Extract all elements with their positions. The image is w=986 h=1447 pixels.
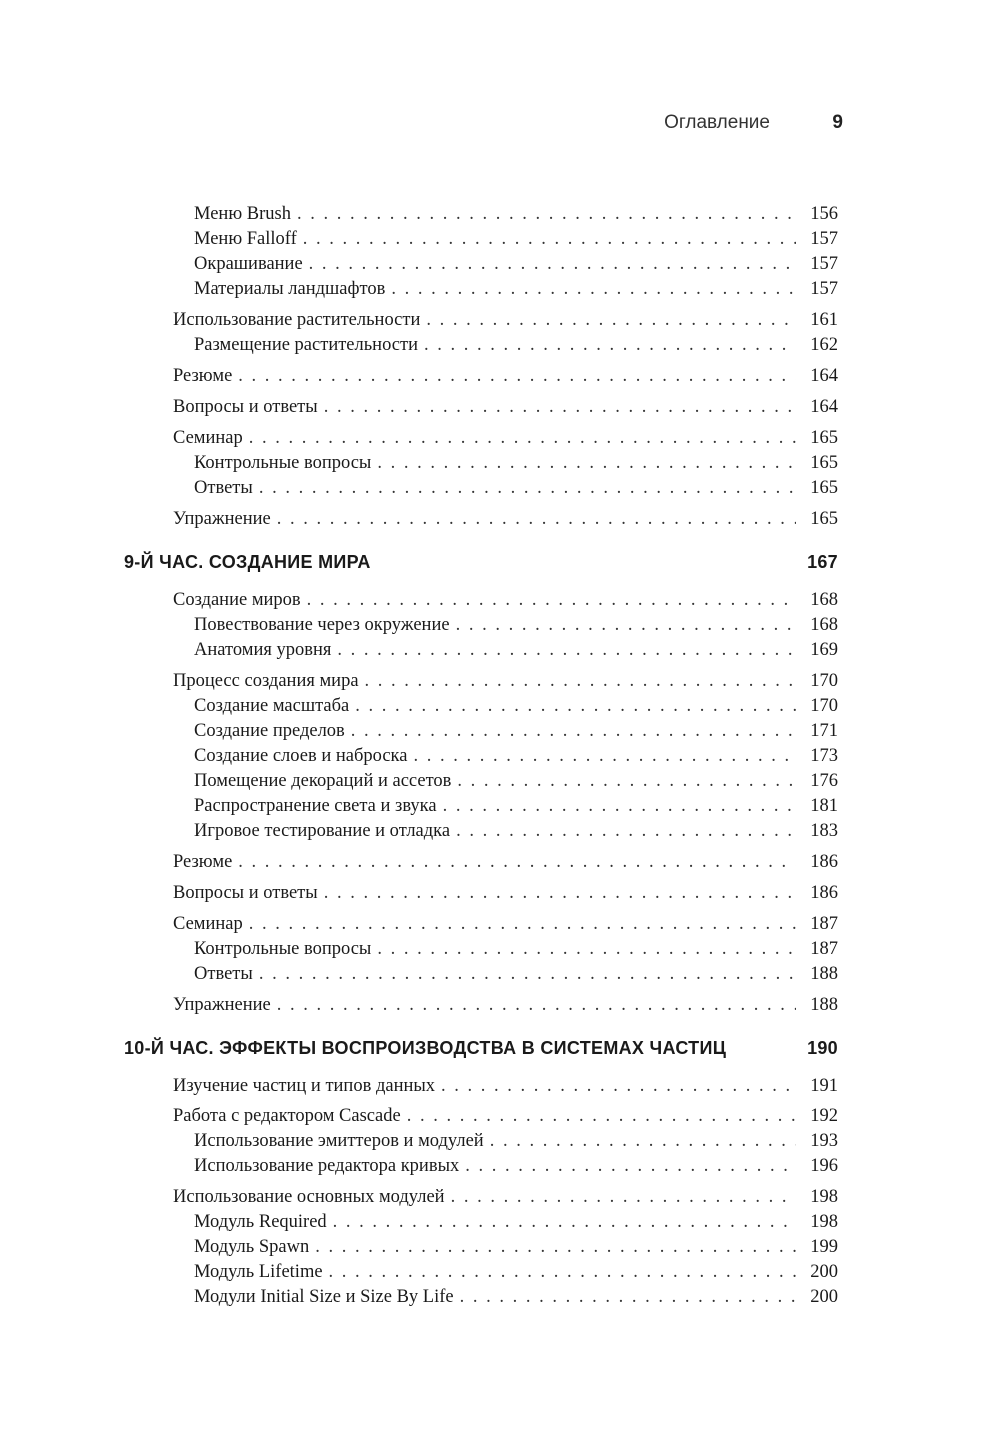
toc-leader-dots <box>426 308 796 332</box>
toc-leader-dots <box>309 252 796 276</box>
toc-leader-dots <box>465 1154 796 1178</box>
toc-entry-page: 171 <box>810 721 838 741</box>
toc-entry <box>194 719 838 743</box>
toc-entry-page: 165 <box>810 478 838 498</box>
toc-entry-page: 165 <box>810 453 838 473</box>
toc-leader-dots <box>277 993 796 1017</box>
toc-entry-label: Контрольные вопросы <box>194 453 372 473</box>
toc-entry <box>194 277 838 301</box>
toc-chapter-label: 9-Й ЧАС. СОЗДАНИЕ МИРА <box>124 552 371 572</box>
toc-entry-label: Контрольные вопросы <box>194 939 372 959</box>
toc-leader-dots <box>307 588 796 612</box>
toc-entry-label: Игровое тестирование и отладка <box>194 821 451 841</box>
toc-entry-page: 183 <box>810 821 838 841</box>
toc-entry-label: Модуль Spawn <box>194 1237 310 1257</box>
toc-entry <box>194 1235 838 1259</box>
toc-entry-page: 200 <box>810 1287 838 1307</box>
toc-entry-page: 164 <box>810 366 838 386</box>
toc-entry <box>194 613 838 637</box>
toc-entry-page: 168 <box>810 615 838 635</box>
toc-chapter-label: 10-Й ЧАС. ЭФФЕКТЫ ВОСПРОИЗВОДСТВА В СИСТЕМАХ ЧАСТИЦ <box>124 1038 727 1058</box>
toc-entry-label: Создание масштаба <box>194 696 350 716</box>
toc-entry-label: Семинар <box>173 428 243 448</box>
toc-entry <box>194 694 838 718</box>
toc-leader-dots <box>259 476 796 500</box>
toc-entry <box>173 1074 838 1098</box>
toc-leader-dots <box>456 613 796 637</box>
toc-entry-label: Создание миров <box>173 590 301 610</box>
toc-leader-dots <box>249 426 796 450</box>
toc-entry-page: 170 <box>810 696 838 716</box>
toc-entry-page: 157 <box>810 229 838 249</box>
toc-entry-page: 169 <box>810 640 838 660</box>
toc-entry-page: 187 <box>810 914 838 934</box>
toc-entry-label: Ответы <box>194 964 253 984</box>
toc-entry-page: 191 <box>810 1076 838 1096</box>
toc-leader-dots <box>277 507 796 531</box>
toc-entry <box>173 881 838 905</box>
toc-entry <box>194 333 838 357</box>
page-number: 9 <box>832 112 843 133</box>
toc-entry-label: Распространение света и звука <box>194 796 437 816</box>
toc-leader-dots <box>315 1235 796 1259</box>
toc-entry <box>173 850 838 874</box>
toc-entry <box>194 252 838 276</box>
toc-entry-label: Размещение растительности <box>194 335 418 355</box>
toc-leader-dots <box>391 277 796 301</box>
toc-entry-label: Анатомия уровня <box>194 640 332 660</box>
toc-leader-dots <box>355 694 796 718</box>
toc-entry-label: Работа с редактором Cascade <box>173 1106 401 1126</box>
toc-leader-dots <box>443 794 796 818</box>
toc-entry-label: Повествование через окружение <box>194 615 450 635</box>
toc-entry <box>194 1154 838 1178</box>
toc-entry <box>194 227 838 251</box>
toc-entry-page: 157 <box>810 254 838 274</box>
toc-entry <box>173 1185 838 1209</box>
toc-entry-label: Резюме <box>173 852 233 872</box>
toc-entry-page: 193 <box>810 1131 838 1151</box>
toc-leader-dots <box>365 669 796 693</box>
toc-entry-label: Модуль Required <box>194 1212 327 1232</box>
toc-entry-page: 165 <box>810 509 838 529</box>
toc-leader-dots <box>303 227 796 251</box>
toc-leader-dots <box>413 744 796 768</box>
toc-entry <box>173 395 838 419</box>
toc-entry-label: Создание слоев и наброска <box>194 746 408 766</box>
toc-entry-page: 198 <box>810 1187 838 1207</box>
toc-entry-page: 198 <box>810 1212 838 1232</box>
toc-entry <box>194 476 838 500</box>
toc-leader-dots <box>297 202 796 226</box>
toc-entry-label: Семинар <box>173 914 243 934</box>
toc-entry-page: 161 <box>810 310 838 330</box>
toc-entry-label: Вопросы и ответы <box>173 883 318 903</box>
toc-entry-label: Использование редактора кривых <box>194 1156 460 1176</box>
toc-entry-page: 196 <box>810 1156 838 1176</box>
toc-chapter-heading <box>124 549 838 575</box>
toc-entry-label: Помещение декораций и ассетов <box>194 771 452 791</box>
toc-entry <box>173 426 838 450</box>
toc-entry-page: 187 <box>810 939 838 959</box>
toc-entry <box>173 912 838 936</box>
toc-leader-dots <box>424 333 796 357</box>
toc-chapter-page: 167 <box>807 552 838 572</box>
toc-entry-label: Упражнение <box>173 995 271 1015</box>
toc-entry <box>194 638 838 662</box>
toc-leader-dots <box>238 364 796 388</box>
toc-entry-page: 170 <box>810 671 838 691</box>
toc-entry-label: Изучение частиц и типов данных <box>173 1076 436 1096</box>
toc-leader-dots <box>377 937 796 961</box>
toc-leader-dots <box>324 881 796 905</box>
toc-entry <box>173 507 838 531</box>
toc-leader-dots <box>249 912 796 936</box>
toc-leader-dots <box>377 451 796 475</box>
toc-entry <box>194 962 838 986</box>
toc-entry-label: Модуль Lifetime <box>194 1262 323 1282</box>
toc-entry-page: 176 <box>810 771 838 791</box>
toc-leader-dots <box>259 962 796 986</box>
toc-entry <box>194 819 838 843</box>
toc-entry-page: 181 <box>810 796 838 816</box>
toc-entry-label: Вопросы и ответы <box>173 397 318 417</box>
toc-entry-page: 168 <box>810 590 838 610</box>
toc-entry-page: 192 <box>810 1106 838 1126</box>
toc-entry-label: Создание пределов <box>194 721 345 741</box>
toc-leader-dots <box>490 1129 796 1153</box>
toc-leader-dots <box>460 1285 796 1309</box>
toc-entry <box>194 1260 838 1284</box>
toc-entry-page: 156 <box>810 204 838 224</box>
running-header-title: Оглавление <box>664 112 770 133</box>
toc-leader-dots <box>324 395 796 419</box>
toc-entry <box>194 451 838 475</box>
toc-chapter-heading <box>124 1035 838 1061</box>
toc-entry <box>173 308 838 332</box>
toc-entry <box>194 1210 838 1234</box>
toc-entry-page: 199 <box>810 1237 838 1257</box>
toc-entry-page: 164 <box>810 397 838 417</box>
toc-entry <box>173 1104 838 1128</box>
toc-leader-dots <box>238 850 796 874</box>
toc-entry-label: Материалы ландшафтов <box>194 279 386 299</box>
toc-entry-page: 173 <box>810 746 838 766</box>
toc-entry <box>194 937 838 961</box>
toc-chapter-page: 190 <box>807 1038 838 1058</box>
toc-leader-dots <box>457 769 796 793</box>
toc-entry-label: Меню Falloff <box>194 229 297 249</box>
toc-entry <box>173 669 838 693</box>
toc-leader-dots <box>329 1260 796 1284</box>
toc-entry <box>173 588 838 612</box>
toc-entry <box>194 1285 838 1309</box>
toc-entry-page: 157 <box>810 279 838 299</box>
toc-entry-page: 188 <box>810 964 838 984</box>
toc-leader-dots <box>407 1104 796 1128</box>
toc-entry-label: Окрашивание <box>194 254 303 274</box>
toc-entry-label: Меню Brush <box>194 204 291 224</box>
toc-entry-label: Использование основных модулей <box>173 1187 445 1207</box>
toc-entry-page: 188 <box>810 995 838 1015</box>
toc-leader-dots <box>456 819 796 843</box>
toc-entry-label: Упражнение <box>173 509 271 529</box>
toc-entry-page: 186 <box>810 883 838 903</box>
toc-leader-dots <box>441 1074 796 1098</box>
toc-entry-label: Использование растительности <box>173 310 421 330</box>
toc-entry-page: 165 <box>810 428 838 448</box>
toc-entry <box>194 794 838 818</box>
toc-entry-page: 162 <box>810 335 838 355</box>
toc-entry-label: Ответы <box>194 478 253 498</box>
toc-entry <box>194 744 838 768</box>
toc-entry <box>173 364 838 388</box>
toc-entry-label: Модули Initial Size и Size By Life <box>194 1287 454 1307</box>
toc-leader-dots <box>451 1185 796 1209</box>
toc-entry <box>194 1129 838 1153</box>
toc-entry-page: 200 <box>810 1262 838 1282</box>
toc-entry <box>194 769 838 793</box>
toc-entry <box>194 202 838 226</box>
toc-leader-dots <box>351 719 796 743</box>
toc-entry-page: 186 <box>810 852 838 872</box>
running-header <box>0 112 986 138</box>
toc-leader-dots <box>337 638 796 662</box>
toc-entry-label: Резюме <box>173 366 233 386</box>
toc-entry-label: Использование эмиттеров и модулей <box>194 1131 484 1151</box>
toc-entry <box>173 993 838 1017</box>
toc-leader-dots <box>333 1210 796 1234</box>
toc-entry-label: Процесс создания мира <box>173 671 359 691</box>
